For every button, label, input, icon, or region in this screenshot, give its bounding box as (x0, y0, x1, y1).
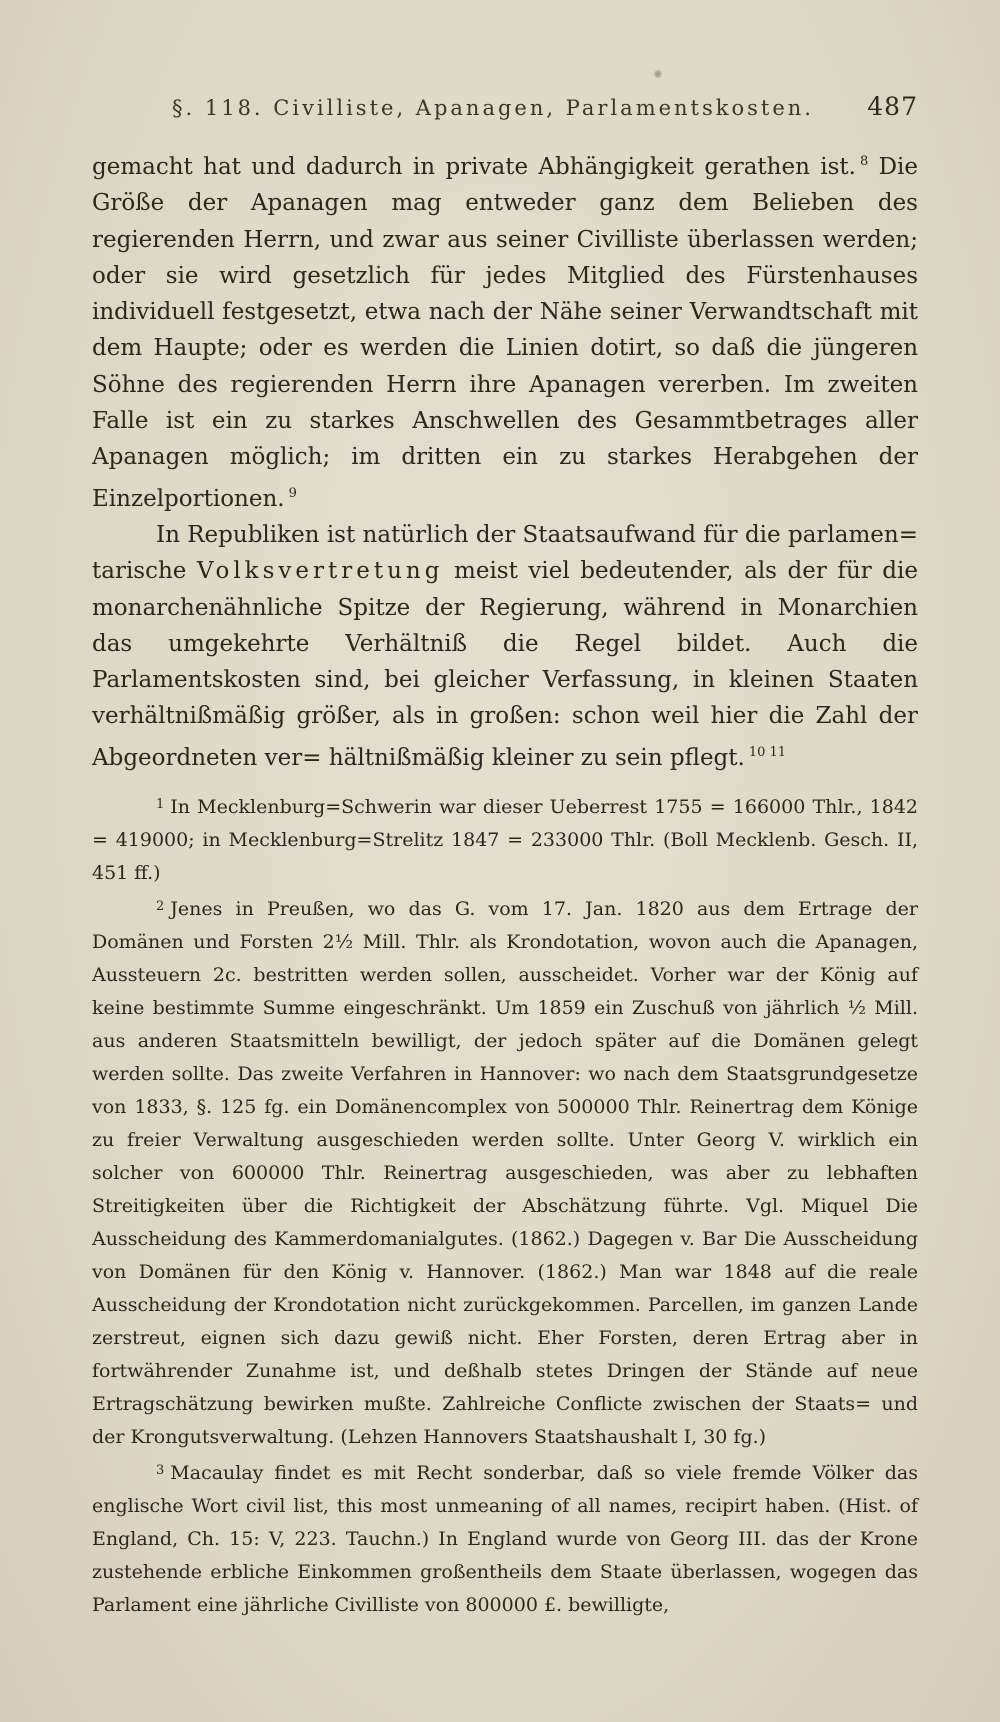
ink-spot (654, 70, 662, 78)
footnote-ref: 8 (859, 154, 869, 169)
footnote-ref: 10 11 (748, 744, 787, 760)
main-text (92, 144, 918, 776)
footnotes (92, 788, 918, 1622)
footnote-mark: 2 (156, 899, 165, 915)
footnote-3: $^3$ Macaulay findet es mit Recht sonderbar, daß so viele fremde Völker das englische Wort civil list, this most unmeaning of all names, recipirt haben. (Hist. of England, Ch. 15: V, 223. Tauchn.) In England wurde von Georg III. das der Krone zustehende erbliche Einkommen großentheils dem Staate überlassen, wogegen das Parlament eine jährliche Civilliste von 800000 £. bewilligte, (92, 1462, 918, 1617)
footnote-mark: 3 (156, 1463, 165, 1479)
paragraph-2: In Republiken ist natürlich der Staatsaufwand für die parlamen= tarische Volksvertretung meist viel bedeutender, als der für die monarchenähnliche Spitze der Regierung, während in Monarchien das umgekehrte Verhältniß die Regel bildet. Auch die Parlamentskosten sind, bei gleicher Verfassung, in kleinen Staaten verhältnißmäßig größer, als in großen: schon weil hier die Zahl der Abgeordneten ver= hältnißmäßig kleiner zu sein pflegt. $^{10 11}$ (92, 521, 919, 771)
footnote-ref: 9 (288, 485, 297, 501)
footnote-1: $^1$ In Mecklenburg=Schwerin war dieser Ueberrest 1755 = 166000 Thlr., 1842 = 419000; in Mecklenburg=Strelitz 1847 = 233000 Thlr. (Boll Mecklenb. Gesch. II, 451 ff.) (92, 796, 918, 885)
spaced-term: Volksvertretung (196, 558, 444, 585)
footnote-mark: 1 (156, 797, 165, 813)
running-title: §. 118. Civilliste, Apanagen, Parlamentskosten. (172, 96, 814, 120)
page-number: 487 (867, 92, 918, 121)
paragraph-1: gemacht hat und dadurch in private Abhängigkeit gerathen ist. $^8$ Die Größe der Apanagen mag entweder ganz dem Belieben des regierenden Herrn, und zwar aus seiner Civilliste überlassen werden; oder sie wird gesetzlich für jedes Mitglied des Fürstenhauses individuell festgesetzt, etwa nach der Nähe seiner Verwandtschaft mit dem Haupte; oder es werden die Linien dotirt, so daß die jüngeren Söhne des regierenden Herrn ihre Apanagen vererben. Im zweiten Falle ist ein zu starkes Anschwellen des Gesammtbetrages aller Apanagen möglich; im dritten ein zu starkes Herabgehen der Einzelportionen. $^9$ (92, 154, 919, 512)
page-header (92, 92, 918, 136)
footnote-2: $^2$ Jenes in Preußen, wo das G. vom 17. Jan. 1820 aus dem Ertrage der Domänen und Forsten 2½ Mill. Thlr. als Krondotation, wovon auch die Apanagen, Aussteuern 2c. bestritten werden sollen, ausscheidet. Vorher war der König auf keine bestimmte Summe eingeschränkt. Um 1859 ein Zuschuß von jährlich ½ Mill. aus anderen Staatsmitteln bewilligt, der jedoch später auf die Domänen gelegt werden sollte. Das zweite Verfahren in Hannover: wo nach dem Staatsgrundgesetze von 1833, §. 125 fg. ein Domänencomplex von 500000 Thlr. Reinertrag dem Könige zu freier Verwaltung ausgeschieden werden sollte. Unter Georg V. wirklich ein solcher von 600000 Thlr. Reinertrag ausgeschieden, was aber zu lebhaften Streitigkeiten über die Richtigkeit der Abschätzung führte. Vgl. Miquel Die Ausscheidung des Kammerdomanialgutes. (1862.) Dagegen v. Bar Die Ausscheidung von Domänen für den König v. Hannover. (1862.) Man war 1848 auf die reale Ausscheidung der Krondotation nicht zurückgekommen. Parcellen, im ganzen Lande zerstreut, eignen sich dazu gewiß nicht. Eher Forsten, deren Ertrag aber in fortwährender Zunahme ist, und deßhalb stetes Dringen der Stände auf neue Ertragschätzung bewirken mußte. Zahlreiche Conflicte zwischen der Staats= und der Krongutsverwaltung. (Lehzen Hannovers Staatshaushalt I, 30 fg.) (92, 898, 918, 1449)
